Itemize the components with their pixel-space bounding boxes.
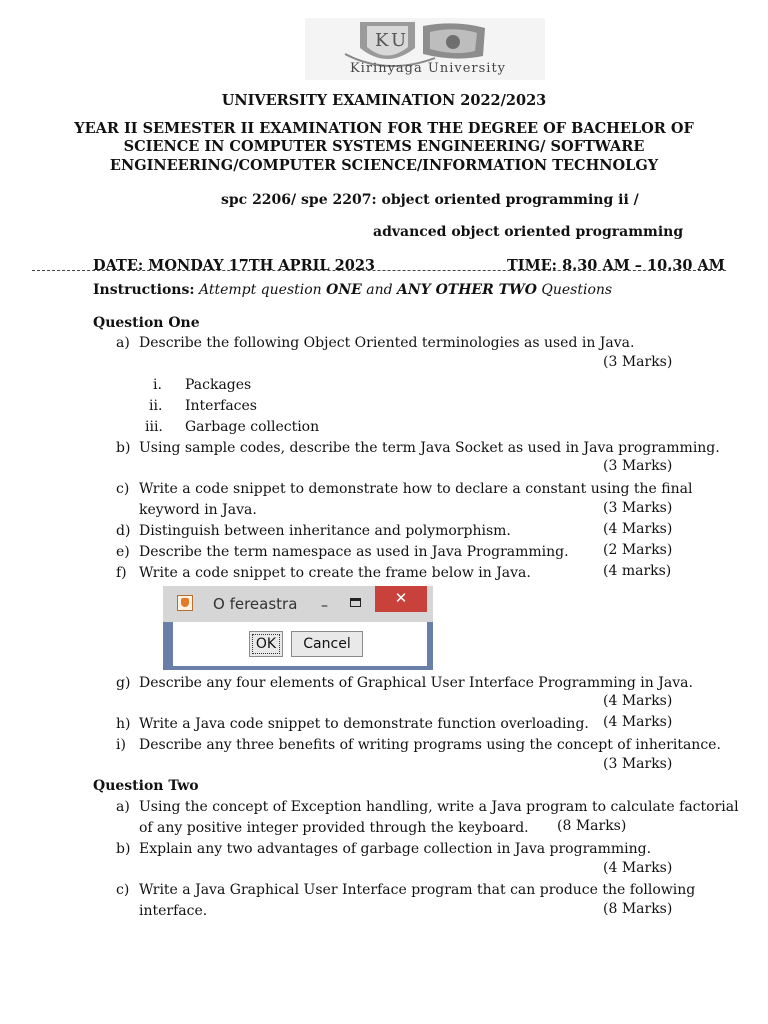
minimize-icon: – (321, 598, 328, 614)
q1-b-text: Using sample codes, describe the term Java Socket as used in Java programming. (139, 440, 720, 456)
q1-g-text: Describe any four elements of Graphical User Interface Programming in Java. (139, 675, 693, 691)
q1-sub-iii-num: iii. (145, 419, 163, 435)
frame-title: O fereastra (213, 595, 298, 613)
course-line-2: advanced object oriented programming (373, 224, 684, 240)
q2-a-text-1: Using the concept of Exception handling, write a Java program to calculate factorial (139, 799, 739, 815)
q1-h-marks: (4 Marks) (603, 714, 673, 730)
q2-b-marks: (4 Marks) (603, 860, 673, 876)
exam-date: DATE: MONDAY 17TH APRIL 2023 (93, 257, 376, 274)
cancel-button: Cancel (291, 631, 363, 657)
exam-title: UNIVERSITY EXAMINATION 2022/2023 (221, 92, 547, 109)
degree-line-2: SCIENCE IN COMPUTER SYSTEMS ENGINEERING/ SOFTWARE (123, 138, 645, 155)
q1-c-text-1: Write a code snippet to demonstrate how to declare a constant using the final (139, 481, 693, 497)
q1-sub-ii: Interfaces (185, 398, 257, 414)
java-icon (177, 595, 193, 611)
frame-titlebar (163, 586, 433, 622)
q2-c-marks: (8 Marks) (603, 901, 673, 917)
instructions-one: ONE (326, 282, 362, 298)
q1-sub-i: Packages (185, 377, 252, 393)
q1-c-marks: (3 Marks) (603, 500, 673, 516)
question-two-title: Question Two (93, 778, 199, 794)
q1-e-text: Describe the term namespace as used in Java Programming. (139, 544, 569, 560)
svg-text:U: U (391, 30, 407, 51)
instructions (93, 280, 612, 300)
q1-a-marks: (3 Marks) (603, 354, 673, 370)
q1-f-text: Write a code snippet to create the frame below in Java. (139, 565, 531, 581)
q1-h-text: Write a Java code snippet to demonstrate function overloading. (139, 716, 589, 732)
instructions-label: Instructions: (93, 282, 195, 298)
ok-button: OK (249, 631, 283, 657)
close-icon: ✕ (375, 586, 427, 612)
course-line-1: spc 2206/ spe 2207: object oriented programming ii / (221, 192, 639, 208)
q2-c-letter: c) (116, 882, 130, 898)
question-one-title: Question One (93, 315, 200, 331)
sample-frame-image (163, 586, 433, 670)
q1-e-letter: e) (116, 544, 130, 560)
q2-c-text-1: Write a Java Graphical User Interface program that can produce the following (139, 882, 696, 898)
q1-i-letter: i) (116, 737, 126, 753)
exam-time: TIME: 8.30 AM – 10.30 AM (507, 257, 725, 274)
svg-text:K: K (375, 30, 389, 51)
q1-i-text: Describe any three benefits of writing programs using the concept of inheritance. (139, 737, 721, 753)
q1-i-marks: (3 Marks) (603, 756, 673, 772)
q1-c-letter: c) (116, 481, 130, 497)
instructions-any-other-two: ANY OTHER TWO (397, 282, 537, 298)
q1-b-letter: b) (116, 440, 131, 456)
q1-g-letter: g) (116, 675, 131, 691)
q1-sub-i-num: i. (153, 377, 162, 393)
q1-sub-iii: Garbage collection (185, 419, 320, 435)
maximize-icon (350, 598, 361, 607)
q1-d-marks: (4 Marks) (603, 521, 673, 537)
q1-f-letter: f) (116, 565, 127, 581)
instructions-and: and (366, 282, 393, 298)
q2-b-text: Explain any two advantages of garbage collection in Java programming. (139, 841, 652, 857)
header-divider (32, 270, 726, 271)
q1-f-marks: (4 marks) (603, 563, 672, 579)
q2-a-letter: a) (116, 799, 130, 815)
q2-c-text-2: interface. (139, 903, 208, 919)
degree-line-3: ENGINEERING/COMPUTER SCIENCE/INFORMATION TECHNOLGY (109, 157, 659, 174)
degree-line-1: YEAR II SEMESTER II EXAMINATION FOR THE DEGREE OF BACHELOR OF (74, 120, 694, 137)
q1-a-letter: a) (116, 335, 130, 351)
instructions-questions: Questions (541, 282, 613, 298)
q1-g-marks: (4 Marks) (603, 693, 673, 709)
university-name: Kirinyaga University (349, 61, 507, 76)
q1-d-letter: d) (116, 523, 131, 539)
q1-d-text: Distinguish between inheritance and polymorphism. (139, 523, 511, 539)
q1-h-letter: h) (116, 716, 131, 732)
q1-c-text-2: keyword in Java. (139, 502, 257, 518)
q2-a-text-2: of any positive integer provided through the keyboard. (139, 820, 529, 836)
instructions-part1: Attempt question (198, 282, 322, 298)
q1-a-text: Describe the following Object Oriented terminologies as used in Java. (139, 335, 635, 351)
q1-e-marks: (2 Marks) (603, 542, 673, 558)
q1-sub-ii-num: ii. (149, 398, 163, 414)
q2-b-letter: b) (116, 841, 131, 857)
q1-b-marks: (3 Marks) (603, 458, 673, 474)
q2-a-marks: (8 Marks) (557, 818, 627, 834)
frame-content (173, 622, 427, 666)
